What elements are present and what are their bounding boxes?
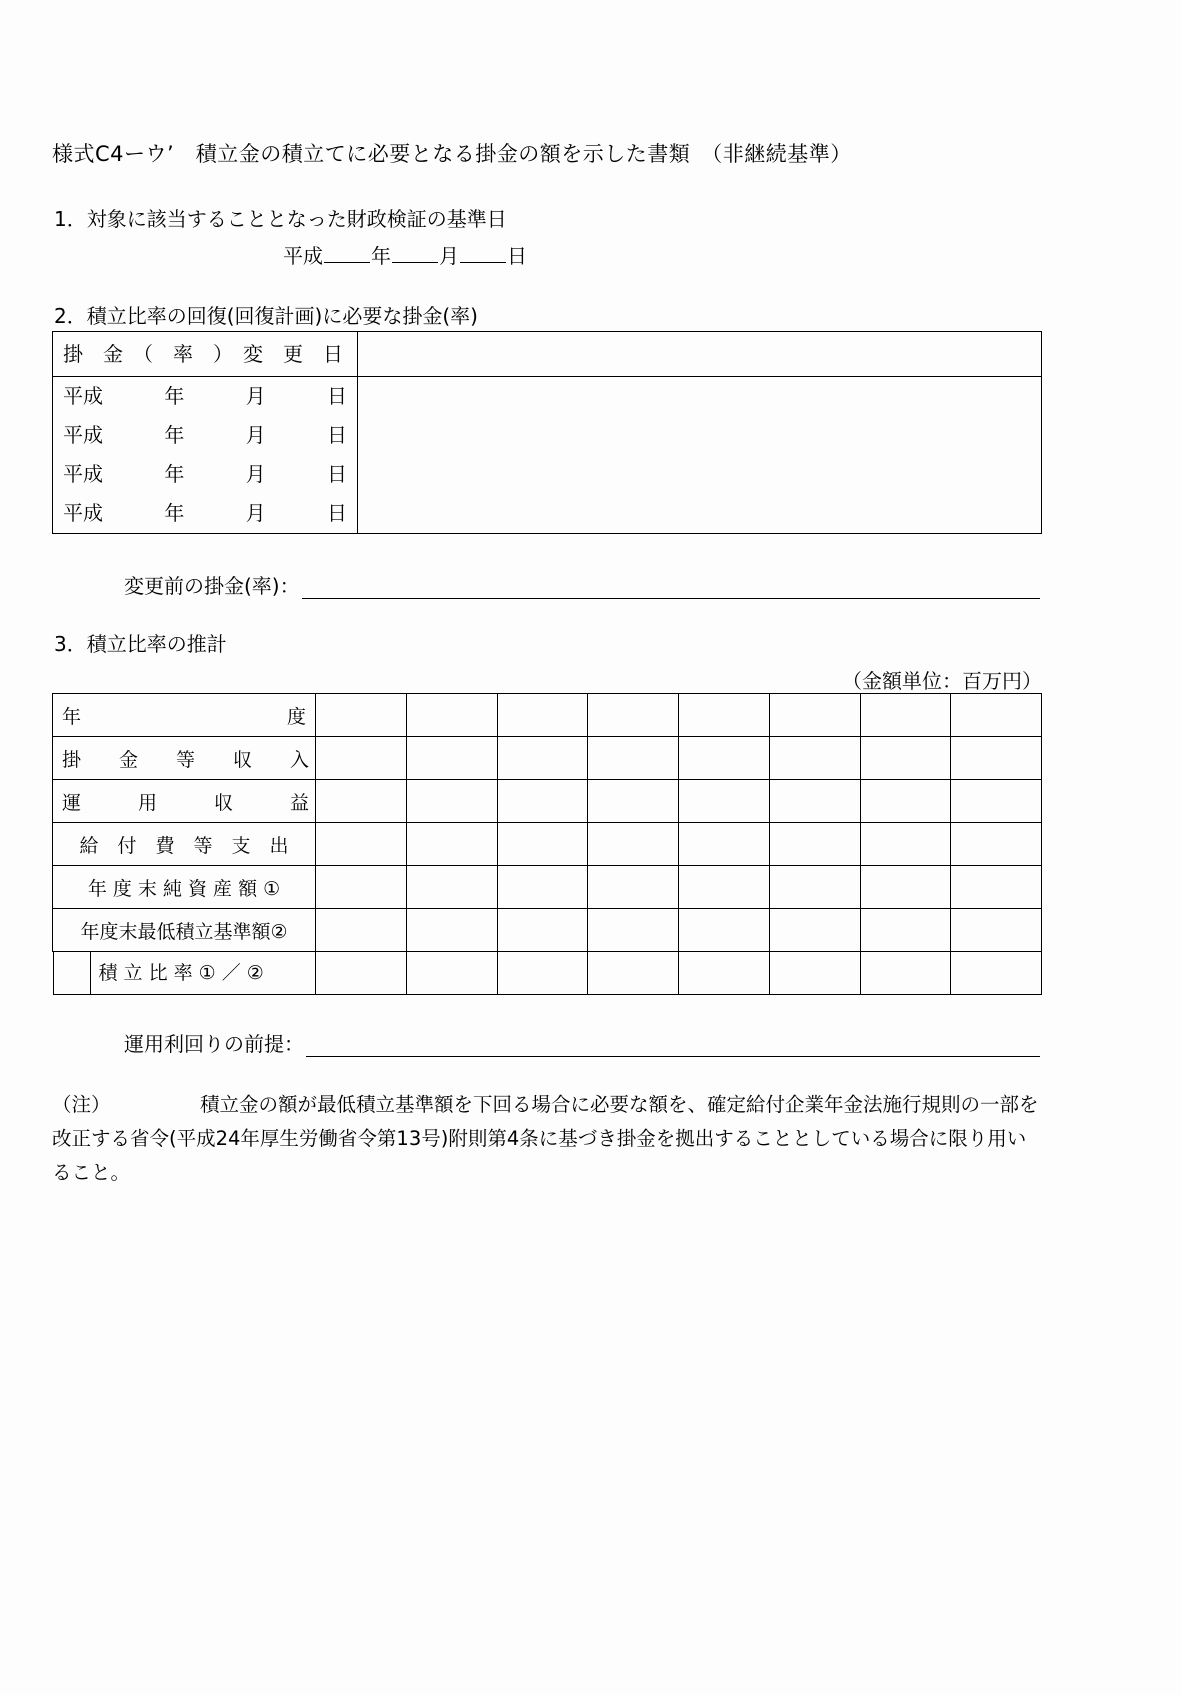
day-unit-label: 日 bbox=[507, 244, 527, 268]
value-cell[interactable] bbox=[860, 737, 951, 780]
value-cell[interactable] bbox=[679, 909, 770, 952]
value-cell[interactable] bbox=[497, 694, 588, 737]
value-cell[interactable] bbox=[679, 866, 770, 909]
value-cell[interactable] bbox=[406, 909, 497, 952]
value-cell[interactable] bbox=[769, 823, 860, 866]
value-cell[interactable] bbox=[316, 952, 407, 995]
criteria-date-line bbox=[283, 240, 527, 269]
section-1-heading: 1．対象に該当することとなった財政検証の基準日 bbox=[54, 207, 507, 231]
table-header-row bbox=[53, 332, 1041, 377]
change-rate-value-cell[interactable] bbox=[358, 455, 1041, 494]
row-label: 年 度 末 純 資 産 額 ① bbox=[87, 877, 281, 900]
date-part-day: 日 bbox=[326, 462, 347, 486]
value-cell[interactable] bbox=[588, 909, 679, 952]
date-part-month: 月 bbox=[245, 462, 266, 486]
previous-rate-line bbox=[124, 570, 1040, 599]
value-cell[interactable] bbox=[951, 737, 1042, 780]
value-cell[interactable] bbox=[497, 823, 588, 866]
assumed-yield-line bbox=[124, 1028, 1040, 1057]
section-3-heading: 3．積立比率の推計 bbox=[54, 632, 227, 656]
assumed-yield-input[interactable] bbox=[306, 1034, 1040, 1057]
table-row bbox=[53, 377, 1041, 416]
value-cell[interactable] bbox=[769, 866, 860, 909]
row-label-cell bbox=[53, 780, 316, 823]
date-part-year: 年 bbox=[164, 462, 185, 486]
change-rate-value-cell[interactable] bbox=[358, 416, 1041, 455]
date-part-era: 平成 bbox=[63, 423, 103, 447]
value-cell[interactable] bbox=[588, 780, 679, 823]
value-cell[interactable] bbox=[951, 694, 1042, 737]
table-row bbox=[53, 952, 1042, 995]
value-cell[interactable] bbox=[406, 694, 497, 737]
previous-rate-label: 変更前の掛金(率)： bbox=[124, 574, 300, 598]
value-cell[interactable] bbox=[406, 780, 497, 823]
change-rate-value-cell[interactable] bbox=[358, 494, 1041, 533]
value-cell[interactable] bbox=[951, 780, 1042, 823]
value-cell[interactable] bbox=[316, 694, 407, 737]
value-cell[interactable] bbox=[497, 952, 588, 995]
era-label: 平成 bbox=[283, 244, 323, 268]
value-cell[interactable] bbox=[860, 823, 951, 866]
value-cell[interactable] bbox=[588, 737, 679, 780]
row-label: 運 用 収 益 bbox=[62, 791, 310, 814]
page-title: 様式C4ーウ’ 積立金の積立てに必要となる掛金の額を示した書類 （非継続基準） bbox=[52, 142, 852, 166]
value-cell[interactable] bbox=[588, 952, 679, 995]
table-body bbox=[53, 377, 1041, 533]
contribution-change-date-table bbox=[52, 331, 1042, 534]
date-part-day: 日 bbox=[326, 384, 347, 408]
value-cell[interactable] bbox=[769, 952, 860, 995]
table-row bbox=[53, 780, 1042, 823]
value-cell[interactable] bbox=[497, 909, 588, 952]
value-cell[interactable] bbox=[497, 866, 588, 909]
date-part-era: 平成 bbox=[63, 384, 103, 408]
row-label-cell bbox=[53, 909, 316, 952]
value-cell[interactable] bbox=[406, 737, 497, 780]
row-label-cell bbox=[53, 952, 316, 995]
row-label bbox=[62, 702, 306, 729]
change-date-cell[interactable] bbox=[53, 377, 358, 416]
day-input[interactable] bbox=[460, 243, 506, 263]
assumed-yield-label: 運用利回りの前提： bbox=[124, 1032, 304, 1056]
table-row bbox=[53, 823, 1042, 866]
value-cell[interactable] bbox=[951, 823, 1042, 866]
value-cell[interactable] bbox=[316, 780, 407, 823]
footnote bbox=[52, 1088, 1044, 1190]
contribution-change-header-value-cell[interactable] bbox=[358, 332, 1041, 376]
value-cell[interactable] bbox=[860, 866, 951, 909]
change-rate-value-cell[interactable] bbox=[358, 377, 1041, 416]
value-cell[interactable] bbox=[951, 909, 1042, 952]
value-cell[interactable] bbox=[951, 866, 1042, 909]
date-part-month: 月 bbox=[245, 423, 266, 447]
date-part-day: 日 bbox=[326, 423, 347, 447]
date-part-month: 月 bbox=[245, 384, 266, 408]
month-unit-label: 月 bbox=[439, 244, 459, 268]
date-part-year: 年 bbox=[164, 501, 185, 525]
value-cell[interactable] bbox=[316, 823, 407, 866]
value-cell[interactable] bbox=[316, 737, 407, 780]
value-cell[interactable] bbox=[316, 909, 407, 952]
value-cell[interactable] bbox=[769, 909, 860, 952]
table-row bbox=[53, 694, 1042, 737]
value-cell[interactable] bbox=[588, 823, 679, 866]
value-cell[interactable] bbox=[406, 952, 497, 995]
row-label-cell bbox=[53, 823, 316, 866]
value-cell[interactable] bbox=[316, 866, 407, 909]
previous-rate-input[interactable] bbox=[302, 576, 1040, 599]
value-cell[interactable] bbox=[588, 694, 679, 737]
row-label: 掛 金 等 収 入 bbox=[62, 748, 310, 771]
date-part-era: 平成 bbox=[63, 501, 103, 525]
value-cell[interactable] bbox=[769, 694, 860, 737]
row-label: 年度末最低積立基準額② bbox=[80, 920, 288, 943]
footnote-text: 積立金の額が最低積立基準額を下回る場合に必要な額を、確定給付企業年金法施行規則の一部を改正する省令(平成24年厚生労働省令第13号)附則第4条に基づき掛金を拠出することとしている場合に限り用いること。 bbox=[52, 1093, 1039, 1185]
table-row bbox=[53, 455, 1041, 494]
contribution-change-date-header: 掛 金 （ 率 ） 変 更 日 bbox=[53, 332, 358, 376]
date-part-era: 平成 bbox=[63, 462, 103, 486]
value-cell[interactable] bbox=[679, 780, 770, 823]
value-cell[interactable] bbox=[769, 737, 860, 780]
date-part-month: 月 bbox=[245, 501, 266, 525]
value-cell[interactable] bbox=[679, 694, 770, 737]
year-input[interactable] bbox=[324, 243, 370, 263]
value-cell[interactable] bbox=[679, 823, 770, 866]
table-row bbox=[53, 737, 1042, 780]
value-cell[interactable] bbox=[860, 952, 951, 995]
row-label: 積 立 比 率 ① ／ ② bbox=[90, 952, 307, 994]
row-label: 給 付 費 等 支 出 bbox=[79, 834, 289, 857]
value-cell[interactable] bbox=[497, 737, 588, 780]
label-char: 度 bbox=[286, 705, 306, 728]
value-cell[interactable] bbox=[769, 780, 860, 823]
value-cell[interactable] bbox=[679, 952, 770, 995]
value-cell[interactable] bbox=[951, 952, 1042, 995]
value-cell[interactable] bbox=[406, 866, 497, 909]
table-row bbox=[53, 416, 1041, 455]
table-row bbox=[53, 866, 1042, 909]
change-date-cell[interactable] bbox=[53, 416, 358, 455]
value-cell[interactable] bbox=[860, 694, 951, 737]
label-char: 年 bbox=[62, 705, 82, 728]
change-date-cell[interactable] bbox=[53, 455, 358, 494]
value-cell[interactable] bbox=[497, 780, 588, 823]
funding-ratio-projection-table bbox=[52, 693, 1042, 995]
date-part-year: 年 bbox=[164, 423, 185, 447]
footnote-marker: （注） bbox=[52, 1093, 111, 1116]
table-row bbox=[53, 909, 1042, 952]
month-input[interactable] bbox=[392, 243, 438, 263]
value-cell[interactable] bbox=[588, 866, 679, 909]
value-cell[interactable] bbox=[860, 780, 951, 823]
table-row bbox=[53, 494, 1041, 533]
year-unit-label: 年 bbox=[371, 244, 391, 268]
value-cell[interactable] bbox=[679, 737, 770, 780]
value-cell[interactable] bbox=[860, 909, 951, 952]
row-label-cell bbox=[53, 866, 316, 909]
date-part-year: 年 bbox=[164, 384, 185, 408]
date-part-day: 日 bbox=[326, 501, 347, 525]
amount-unit-note: （金額単位：百万円） bbox=[842, 669, 1042, 693]
value-cell[interactable] bbox=[406, 823, 497, 866]
section-2-heading: 2．積立比率の回復(回復計画)に必要な掛金(率) bbox=[54, 304, 478, 328]
row-label-cell bbox=[53, 694, 316, 737]
row-label-cell bbox=[53, 737, 316, 780]
change-date-cell[interactable] bbox=[53, 494, 358, 533]
